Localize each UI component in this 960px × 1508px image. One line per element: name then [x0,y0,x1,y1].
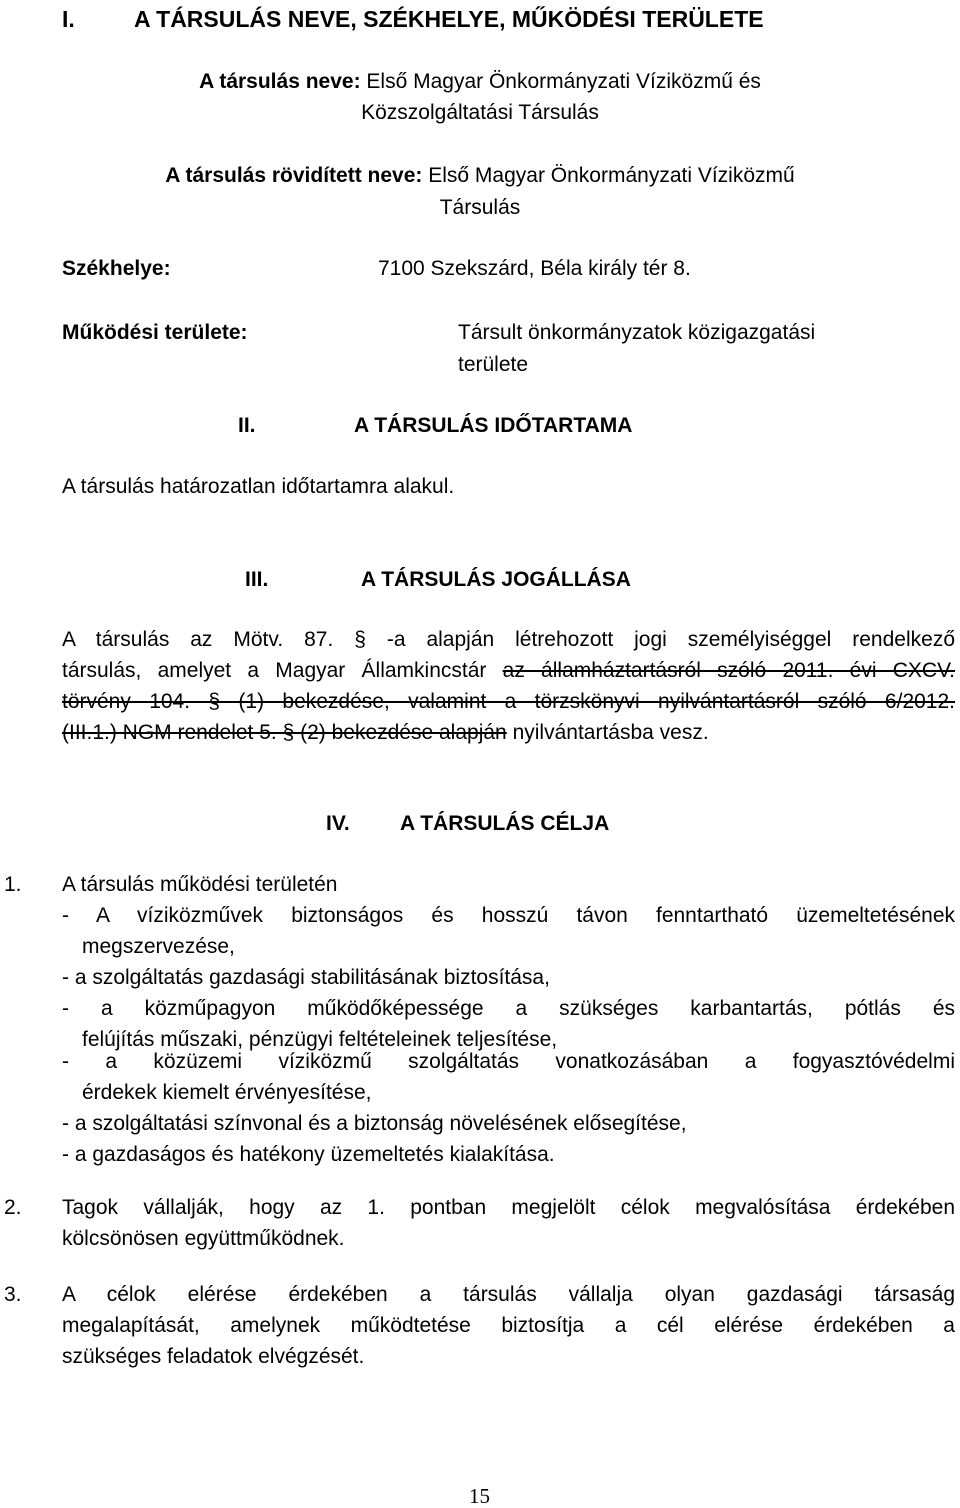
goal-item-5: - a szolgáltatási színvonal és a biztonság növelésének elősegítése, [62,1112,687,1135]
goal-item-4-line-1: - a közüzemi víziközmű szolgáltatás vonatkozásában a fogyasztóvédelmi [62,1050,955,1073]
section-4-title: A TÁRSULÁS CÉLJA [400,812,610,835]
legal-status-line-4-text: nyilvántartásba vesz. [506,721,709,744]
duration-text: A társulás határozatlan időtartamra alakul. [62,475,455,498]
point-3-line-1: A célok elérése érdekében a társulás vállalja olyan gazdasági társaság [62,1283,955,1306]
short-name-line-1 [0,164,960,188]
point-3-line-3: szükséges feladatok elvégzését. [62,1345,365,1368]
section-1-title: A TÁRSULÁS NEVE, SZÉKHELYE, MŰKÖDÉSI TERÜLETE [134,6,764,32]
goal-item-1-line-1: - A víziközművek biztonságos és hosszú távon fenntartható üzemeltetésének [62,904,955,927]
point-3-number: 3. [4,1283,22,1306]
legal-status-line-2-text: társulás, amelyet a Magyar Államkincstár [62,659,503,682]
seat-label: Székhelye: [62,257,171,280]
section-2-title: A TÁRSULÁS IDŐTARTAMA [354,414,633,437]
goal-item-2: - a szolgáltatás gazdasági stabilitásának biztosítása, [62,966,550,989]
name-line-1 [0,70,960,94]
legal-status-line-1: A társulás az Mötv. 87. § -a alapján létrehozott jogi személyiséggel rendelkező [62,628,955,651]
short-name-value-1: Első Magyar Önkormányzati Víziközmű [428,164,795,187]
section-3-title: A TÁRSULÁS JOGÁLLÁSA [361,568,631,591]
point-1-intro: A társulás működési területén [62,873,338,896]
goal-item-6: - a gazdaságos és hatékony üzemeltetés kialakítása. [62,1143,555,1166]
point-2-number: 2. [4,1196,22,1219]
goal-item-1-line-2: megszervezése, [82,935,235,958]
legal-status-line-4-struck: (III.1.) NGM rendelet 5. § (2) bekezdése alapján [62,721,507,744]
point-3-line-2: megalapítását, amelynek működtetése biztosítja a cél elérése érdekében a [62,1314,955,1337]
legal-status-line-2-struck: az államháztartásról szóló 2011. évi CXCV. [502,659,955,682]
seat-value: 7100 Szekszárd, Béla király tér 8. [378,257,691,280]
section-1-number: I. [62,6,75,32]
short-name-value-2: Társulás [439,196,521,219]
goal-item-3-line-1: - a közműpagyon működőképessége a szükséges karbantartás, pótlás és [62,997,955,1020]
section-4-number: IV. [326,812,350,835]
area-value-1: Társult önkormányzatok közigazgatási [458,321,816,344]
point-2-line-1: Tagok vállalják, hogy az 1. pontban megjelölt célok megvalósítása érdekében [62,1196,955,1219]
name-value-1: Első Magyar Önkormányzati Víziközmű és [366,70,761,93]
area-label: Működési területe: [62,321,248,344]
area-value-2: területe [458,353,529,376]
legal-status-line-3-struck: törvény 104. § (1) bekezdése, valamint a törzskönyvi nyilvántartásról szóló 6/2012. [62,690,955,713]
legal-status-line-4 [62,721,709,745]
goal-item-4-line-2: érdekek kiemelt érvényesítése, [82,1081,372,1104]
point-2-line-2: kölcsönösen együttműködnek. [62,1227,345,1250]
page-number: 15 [469,1484,490,1508]
section-3-number: III. [245,568,269,591]
short-name-label: A társulás rövidített neve: [165,164,423,187]
section-2-number: II. [238,414,256,437]
goal-item-3-line-2: felújítás műszaki, pénzügyi feltételeinek teljesítése, [82,1028,558,1051]
name-value-2: Közszolgáltatási Társulás [361,101,599,124]
name-label: A társulás neve: [199,70,361,93]
point-1-number: 1. [4,873,22,896]
legal-status-line-2 [62,659,955,683]
